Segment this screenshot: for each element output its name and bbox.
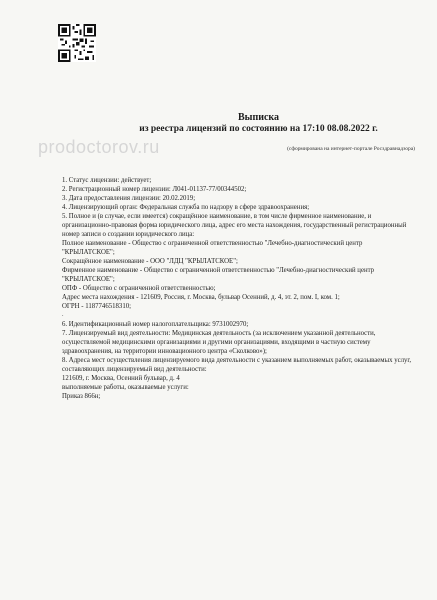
item-activity-type: 7. Лицензируемый вид деятельности: Медицинская деятельность (за исключением указанной деятельности, осуществляемой медицинскими организациями и другими организациями, входящими в частную систему здравоохранения, на территории инновационного центра «Сколково»); <box>62 330 376 355</box>
item-license-date: 3. Дата предоставления лицензии: 20.02.2019; <box>62 195 196 202</box>
document-subtitle: из реестра лицензий по состоянию на 17:10 08.08.2022 г. <box>139 124 378 134</box>
activity-place <box>62 374 412 401</box>
item-org-names-heading: 5. Полное и (в случае, если имеется) сокращённое наименование, в том числе фирменное наименование, и организационно-правовая форма юридического лица, адрес его места нахождения, государственный регистрационный номер записи о создании юридического лица: <box>62 213 407 238</box>
org-address: Адрес места нахождения - 121609, Россия, г. Москва, бульвар Осенний, д. 4, эт. 2, пом. I, ком. 1; <box>62 294 340 301</box>
item-activity-addresses: 8. Адреса мест осуществления лицензируемого вида деятельности с указанием выполняемых работ, оказываемых услуг, составляющих лицензируемый вид деятельности: <box>62 357 412 373</box>
place-address: 121609, г. Москва, Осенний бульвар, д. 4 <box>62 375 180 382</box>
qr-code-icon <box>58 24 96 62</box>
item-inn: 6. Идентификационный номер налогоплательщика: 9731002970; <box>62 321 249 328</box>
separator-dot: . <box>62 312 64 318</box>
place-order: Приказ 866н; <box>62 393 101 400</box>
org-details <box>62 239 412 311</box>
item-license-status: 1. Статус лицензии: действует; <box>62 177 152 184</box>
item-registration-number: 2. Регистрационный номер лицензии: Л041-01137-77/00344502; <box>62 186 247 193</box>
org-opf: ОПФ - Общество с ограниченной ответственностью; <box>62 285 216 292</box>
document-body <box>62 176 412 401</box>
org-full-name: Полное наименование - Общество с ограниченной ответственностью "Лечебно-диагностический центр "КРЫЛАТСКОЕ"; <box>62 240 363 256</box>
place-works-label: выполняемые работы, оказываемые услуги: <box>62 384 189 391</box>
watermark: prodoctorov.ru <box>38 137 160 157</box>
document-title: Выписка <box>237 112 280 123</box>
org-ogrn: ОГРН - 1187746518310; <box>62 303 132 310</box>
org-short-name: Сокращённое наименование - ООО "ЛДЦ "КРЫЛАТСКОЕ"; <box>62 258 238 265</box>
formed-note: (сформирована на интернет-портале Росздравнадзора) <box>287 146 415 152</box>
item-licensing-authority: 4. Лицензирующий орган: Федеральная служба по надзору в сфере здравоохранения; <box>62 204 310 211</box>
org-brand-name: Фирменное наименование - Общество с ограниченной ответственностью "Лечебно-диагностический центр "КРЫЛАТСКОЕ"; <box>62 267 375 283</box>
